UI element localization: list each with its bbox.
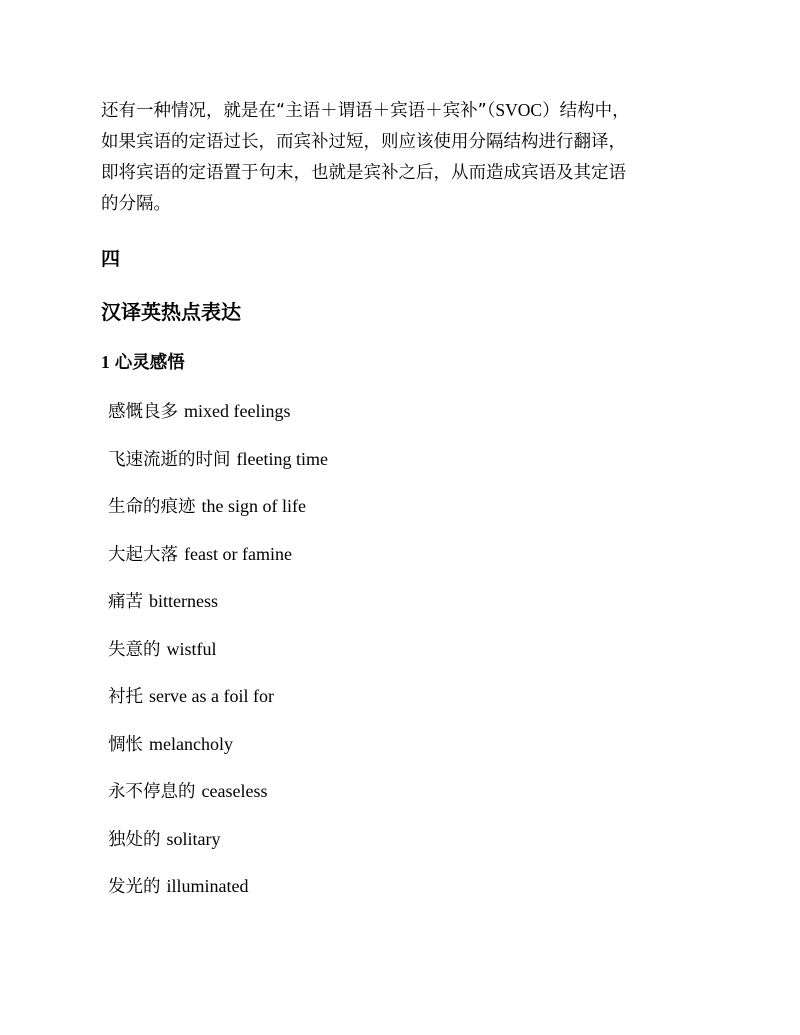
list-item	[108, 681, 328, 729]
section-number: 四	[101, 248, 121, 270]
subsection-number: 1	[101, 352, 110, 372]
list-item	[108, 729, 328, 777]
vocab-zh: 感慨良多	[108, 402, 178, 422]
intro-line-2: 如果宾语的定语过长，而宾补过短，则应该使用分隔结构进行翻译，	[101, 132, 626, 152]
intro-line-1	[101, 95, 701, 127]
vocab-zh: 永不停息的	[108, 782, 196, 802]
vocab-zh: 发光的	[108, 877, 161, 897]
subsection-title: 心灵感悟	[114, 353, 185, 373]
list-item	[108, 444, 328, 492]
intro-line-4: 的分隔。	[101, 194, 171, 214]
intro-line-1-part-a: 还有一种情况，就是在“主语＋谓语＋宾语＋宾补”（	[101, 101, 496, 121]
vocab-en: illuminated	[166, 876, 249, 896]
vocab-en: melancholy	[149, 733, 233, 754]
intro-line-1-svoc: SVOC	[495, 100, 543, 120]
intro-line-1-part-b: ）结构中，	[542, 101, 630, 121]
vocab-zh: 大起大落	[108, 544, 178, 565]
vocab-zh: 衬托	[108, 687, 143, 707]
list-item	[108, 634, 328, 682]
list-item	[108, 539, 328, 587]
vocab-en: bitterness	[149, 591, 218, 611]
vocab-list	[108, 396, 328, 919]
vocab-en: solitary	[166, 828, 221, 849]
vocab-en: the sign of life	[201, 496, 306, 516]
vocab-zh: 生命的痕迹	[108, 497, 196, 517]
subsection-heading	[101, 349, 185, 374]
vocab-en: fleeting time	[236, 448, 328, 469]
list-item	[108, 776, 328, 824]
section-title: 汉译英热点表达	[101, 300, 241, 324]
vocab-en: serve as a foil for	[149, 686, 274, 706]
vocab-zh: 独处的	[108, 829, 161, 850]
vocab-zh: 痛苦	[108, 592, 143, 612]
vocab-zh: 惆怅	[108, 734, 143, 755]
vocab-en: wistful	[166, 638, 217, 659]
intro-paragraph	[101, 95, 701, 220]
intro-line-3: 即将宾语的定语置于句末，也就是宾补之后，从而造成宾语及其定语	[101, 163, 626, 183]
list-item	[108, 491, 328, 539]
vocab-en: feast or famine	[184, 543, 292, 564]
list-item	[108, 871, 328, 919]
list-item	[108, 586, 328, 634]
vocab-en: mixed feelings	[184, 401, 291, 421]
list-item	[108, 396, 328, 444]
vocab-zh: 失意的	[108, 639, 161, 660]
list-item	[108, 824, 328, 872]
vocab-en: ceaseless	[201, 781, 268, 801]
vocab-zh: 飞速流逝的时间	[108, 449, 231, 470]
